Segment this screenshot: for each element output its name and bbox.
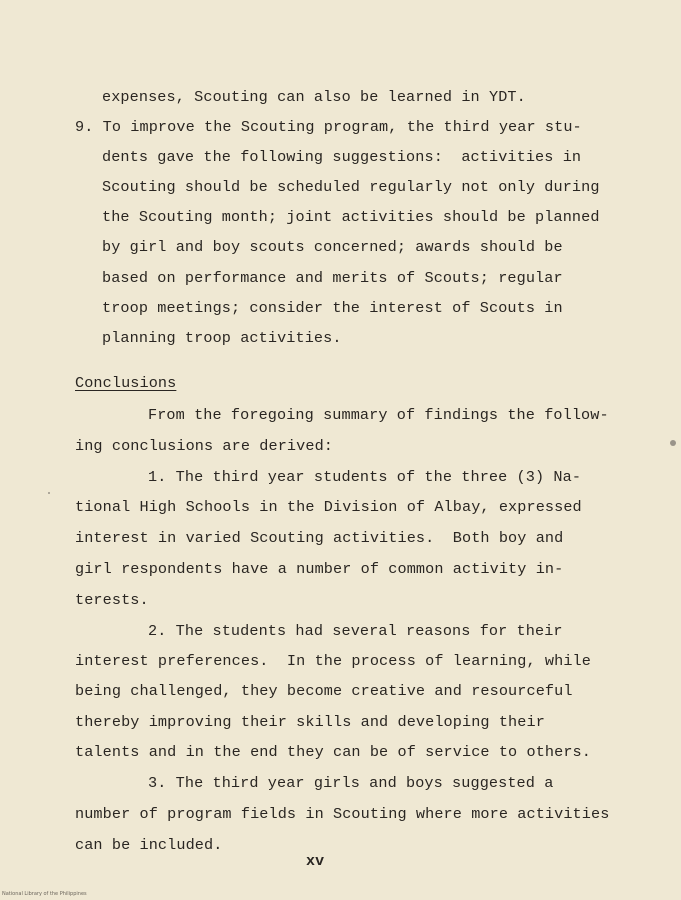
- text-line: talents and in the end they can be of service to others.: [75, 743, 591, 761]
- text-line: thereby improving their skills and developing their: [75, 713, 545, 731]
- list-item-9: 9. To improve the Scouting program, the third year stu-: [75, 118, 582, 136]
- text-line: being challenged, they become creative and resourceful: [75, 682, 573, 700]
- text-line: the Scouting month; joint activities should be planned: [102, 208, 600, 226]
- text-line: troop meetings; consider the interest of Scouts in: [102, 299, 563, 317]
- conclusion-3: 3. The third year girls and boys suggested a: [148, 774, 554, 792]
- text-line: expenses, Scouting can also be learned in YDT.: [102, 88, 526, 106]
- text-line: girl respondents have a number of common activity in-: [75, 560, 564, 578]
- page-number: xv: [306, 853, 325, 870]
- text-line: can be included.: [75, 836, 223, 854]
- section-heading-conclusions: Conclusions: [75, 374, 177, 392]
- paper-speck: [670, 440, 676, 446]
- text-line: dents gave the following suggestions: activities in: [102, 148, 582, 166]
- text-line: planning troop activities.: [102, 329, 342, 347]
- conclusion-2: 2. The students had several reasons for their: [148, 622, 563, 640]
- text-line: interest preferences. In the process of learning, while: [75, 652, 591, 670]
- text-line: based on performance and merits of Scouts; regular: [102, 269, 563, 287]
- text-line: terests.: [75, 591, 149, 609]
- text-line: number of program fields in Scouting where more activities: [75, 805, 610, 823]
- text-line: Scouting should be scheduled regularly not only during: [102, 178, 600, 196]
- text-line: interest in varied Scouting activities. Both boy and: [75, 529, 564, 547]
- scan-footer: National Library of the Philippines: [2, 891, 87, 897]
- paragraph-intro: From the foregoing summary of findings the follow-: [148, 406, 609, 424]
- text-line: tional High Schools in the Division of Albay, expressed: [75, 498, 582, 516]
- text-line: ing conclusions are derived:: [75, 437, 333, 455]
- conclusion-1: 1. The third year students of the three (3) Na-: [148, 468, 582, 486]
- text-line: by girl and boy scouts concerned; awards should be: [102, 238, 563, 256]
- paper-speck: [48, 492, 50, 494]
